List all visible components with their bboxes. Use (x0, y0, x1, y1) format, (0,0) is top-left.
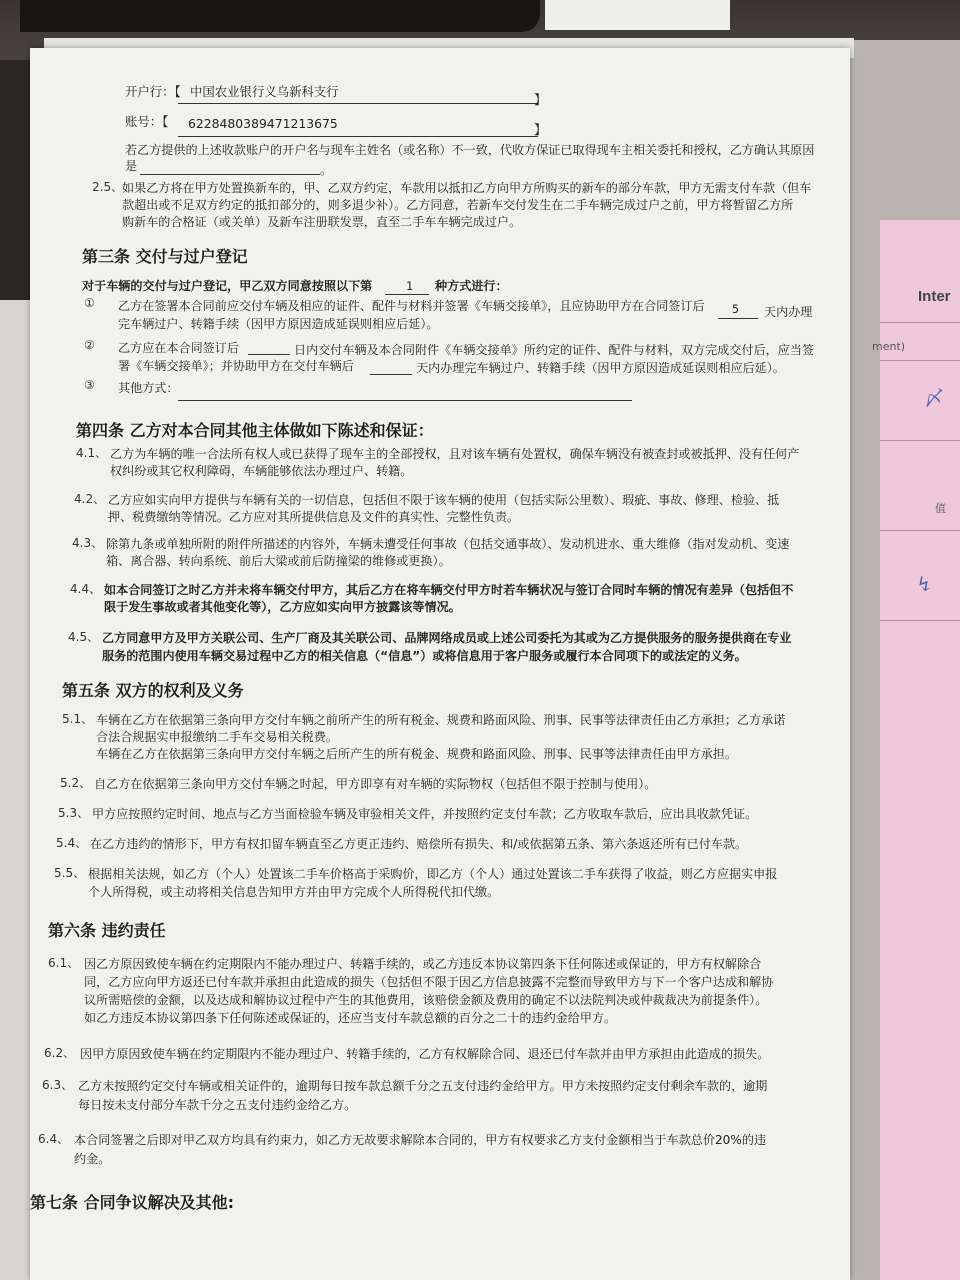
clause-text: 权纠纷或其它权利障碍，车辆能够依法办理过户、转籍。 (110, 464, 413, 478)
clause-number: 4.1、 (76, 446, 108, 460)
article-5-title: 第五条 双方的权利及义务 (62, 681, 244, 700)
option-1-text-2: 完车辆过户、转籍手续（因甲方原因造成延误则相应后延）。 (118, 317, 439, 331)
option-1-days: 5 (732, 302, 739, 316)
clause-text: 箱、离合器、转向系统、前后大梁或前后防撞梁的维修或更换）。 (106, 554, 451, 568)
pink-form-rule (880, 530, 960, 531)
clause-number: 5.4、 (56, 836, 88, 850)
delivery-method-value: 1 (406, 279, 413, 293)
article-4-title: 第四条 乙方对本合同其他主体做如下陈述和保证： (76, 421, 434, 440)
clause-number: 5.2、 (60, 776, 92, 790)
clause-text: 除第九条或单独所附的附件所描述的内容外，车辆未遭受任何事故（包括交通事故）、发动机进水、重大维修（指对发动机、变速 (106, 537, 790, 551)
payee-note-prefix: 是 (125, 159, 138, 173)
account-underline (178, 136, 538, 137)
account-label: 账号：【 (125, 114, 169, 129)
clause-number: 6.1、 (48, 956, 80, 970)
option-1-number: ① (84, 296, 95, 310)
clause-text: 议所需赔偿的金额，以及达成和解协议过程中产生的其他费用，该赔偿金额及费用的确定不以法院判决或仲裁裁决为前提条件）。 (84, 993, 768, 1007)
clause-number: 6.2、 (44, 1046, 76, 1060)
clause-number: 2.5、 (92, 180, 124, 194)
option-1-text: 乙方在签署本合同前应交付车辆及相应的证件、配件与材料并签署《车辆交接单》，且应协助甲方在合同签订后 (118, 299, 705, 313)
clause-text: 自乙方在依据第三条向甲方交付车辆之时起，甲方即享有对车辆的实际物权（包括但不限于控制与使用）。 (94, 777, 657, 791)
pink-form-sheet (880, 220, 960, 1280)
payee-note-line1: 若乙方提供的上述收款账户的开户名与现车主姓名（或名称）不一致，代收方保证已取得现车主相关委托和授权，乙方确认其原因 (125, 143, 815, 157)
delivery-method-blank (385, 294, 429, 295)
dark-device-edge (20, 0, 540, 32)
option-3-number: ③ (84, 378, 95, 392)
article-6-title: 第六条 违约责任 (48, 921, 166, 940)
clause-number: 6.3、 (42, 1078, 74, 1092)
option-1-text-suffix: 天内办理 (764, 305, 813, 319)
clause-text: 款超出或不足双方约定的抵扣部分的，则多退少补）。乙方同意，若新车交付发生在二手车辆完成过户之前，甲方将暂留乙方所 (122, 198, 794, 212)
clause-number: 6.4、 (38, 1132, 70, 1146)
clause-text: 同，乙方应向甲方返还已付车款并承担由此造成的损失（包括但不限于因乙方信息披露不完整而导致甲方与下一个客户达成和解协 (84, 975, 774, 989)
account-value: 6228480389471213675 (188, 116, 338, 131)
clause-text: 如本合同签订之时乙方并未将车辆交付甲方，其后乙方在将车辆交付甲方时若车辆状况与签订合同时车辆的情况有差异（包括但不 (104, 583, 794, 597)
clause-text: 合法合规据实申报缴纳二手车交易相关税费。 (96, 730, 338, 744)
account-close: 】 (534, 122, 547, 137)
article-3-title: 第三条 交付与过户登记 (82, 247, 248, 266)
article-7-title: 第七条 合同争议解决及其他: (30, 1193, 234, 1212)
option-2-days-blank (248, 354, 290, 355)
clause-text: 乙方同意甲方及甲方关联公司、生产厂商及其关联公司、品牌网络成员或上述公司委托为其或为乙方提供服务的服务提供商在专业 (102, 631, 792, 645)
payee-reason-blank (140, 174, 320, 175)
clause-text: 在乙方违约的情形下，甲方有权扣留车辆直至乙方更正违约、赔偿所有损失、和/或依据第五条、第六条返还所有已付车款。 (90, 837, 748, 851)
clause-text: 乙方应如实向甲方提供与车辆有关的一切信息，包括但不限于该车辆的使用（包括实际公里数）、瑕疵、事故、修理、检验、抵 (108, 493, 780, 507)
clause-text: 如果乙方将在甲方处置换新车的，甲、乙双方约定，车款用以抵扣乙方向甲方所购买的新车的部分车款，甲方无需支付车款（但车 (122, 181, 812, 195)
clause-text: 限于发生事故或者其他变化等），乙方应如实向甲方披露该等情况。 (104, 600, 461, 614)
bank-close: 】 (534, 92, 547, 107)
delivery-intro-suffix: 种方式进行： (435, 279, 508, 293)
clause-text: 每日按未支付部分车款千分之五支付违约金给乙方。 (78, 1098, 357, 1112)
background-paper-corner (545, 0, 730, 30)
contract-page (30, 48, 850, 1280)
clause-text: 押、税费缴纳等情况。乙方应对其所提供信息及文件的真实性、完整性负责。 (108, 510, 520, 524)
clause-text: 服务的范围内使用车辆交易过程中乙方的相关信息（“信息”）或将信息用于客户服务或履行本合同项下的或法定的义务。 (102, 649, 747, 663)
delivery-intro: 对于车辆的交付与过户登记，甲乙双方同意按照以下第 (82, 279, 373, 293)
clause-number: 4.4、 (70, 582, 102, 596)
clause-number: 5.5、 (54, 866, 86, 880)
clause-text: 根据相关法规，如乙方（个人）处置该二手车价格高于采购价，即乙方（个人）通过处置该二手车获得了收益，则乙方应据实申报 (88, 867, 778, 881)
option-3-label: 其他方式： (118, 381, 179, 395)
clause-text: 因乙方原因致使车辆在约定期限内不能办理过户、转籍手续的，或乙方违反本协议第四条下任何陈述或保证的，甲方有权解除合 (84, 957, 762, 971)
clause-text: 车辆在乙方在依据第三条向甲方交付车辆之前所产生的所有税金、规费和路面风险、刑事、民事等法律责任由乙方承担；乙方承诺 (96, 713, 786, 727)
option-2-number: ② (84, 338, 95, 352)
pink-form-rule (880, 440, 960, 441)
bank-label: 开户行：【 (125, 84, 181, 99)
clause-text: 约金。 (74, 1152, 111, 1166)
option-3-blank (178, 400, 632, 401)
option-2-text: 乙方应在本合同签订后 (118, 341, 239, 355)
option-1-days-blank (718, 318, 758, 319)
option-2-transfer-blank (370, 374, 412, 375)
clause-text: 购新车的合格证（或关单）及新车注册联发票，直至二手车车辆完成过户。 (122, 215, 522, 229)
clause-number: 4.5、 (68, 630, 100, 644)
pink-form-title: Inter (918, 288, 951, 305)
payee-note-suffix: 。 (320, 163, 333, 177)
clause-number: 4.3、 (72, 536, 104, 550)
clause-text: 因甲方原因致使车辆在约定期限内不能办理过户、转籍手续的，乙方有权解除合同、退还已付车款并由甲方承担由此造成的损失。 (80, 1047, 770, 1061)
clause-text: 车辆在乙方在依据第三条向甲方交付车辆之后所产生的所有税金、规费和路面风险、刑事、民事等法律责任由甲方承担。 (96, 747, 737, 761)
bank-underline (178, 103, 538, 104)
pink-form-rule (880, 322, 960, 323)
clause-number: 5.1、 (62, 712, 94, 726)
option-2-text-2-suffix: 天内办理完车辆过户、转籍手续（因甲方原因造成延误则相应后延）。 (416, 361, 785, 375)
clause-number: 4.2、 (74, 492, 106, 506)
pink-form-rule (880, 620, 960, 621)
clause-text: 如乙方违反本协议第四条下任何陈述或保证的，还应当支付车款总额的百分之二十的违约金给甲方。 (84, 1011, 617, 1025)
bank-value: 中国农业银行义乌新科支行 (190, 84, 339, 99)
handwriting-mark: 〆 (924, 386, 944, 410)
clause-text: 乙方未按照约定交付车辆或相关证件的，逾期每日按车款总额千分之五支付违约金给甲方。甲方未按照约定支付剩余车款的，逾期 (78, 1079, 768, 1093)
pink-form-rule (880, 360, 960, 361)
clause-text: 甲方应按照约定时间、地点与乙方当面检验车辆及审验相关文件，并按照约定支付车款；乙方收取车款后，应出具收款凭证。 (92, 807, 758, 821)
clause-number: 5.3、 (58, 806, 90, 820)
clause-text: 个人所得税，或主动将相关信息告知甲方并由甲方完成个人所得税代扣代缴。 (88, 885, 500, 899)
handwriting-mark: ↯ (916, 572, 933, 596)
option-2-text-2: 署《车辆交接单》；并协助甲方在交付车辆后 (118, 359, 354, 373)
pink-form-cell: 值 (935, 502, 946, 515)
pink-form-column-header: ment) (872, 340, 906, 353)
clause-text: 乙方为车辆的唯一合法所有权人或已获得了现车主的全部授权，且对该车辆有处置权，确保车辆没有被查封或被抵押、没有任何产 (110, 447, 800, 461)
clause-text: 本合同签署之后即对甲乙双方均具有约束力，如乙方无故要求解除本合同的，甲方有权要求乙方支付金额相当于车款总价20%的违 (74, 1133, 767, 1147)
option-2-text-mid: 日内交付车辆及本合同附件《车辆交接单》所约定的证件、配件与材料，双方完成交付后，应当签 (294, 343, 815, 357)
